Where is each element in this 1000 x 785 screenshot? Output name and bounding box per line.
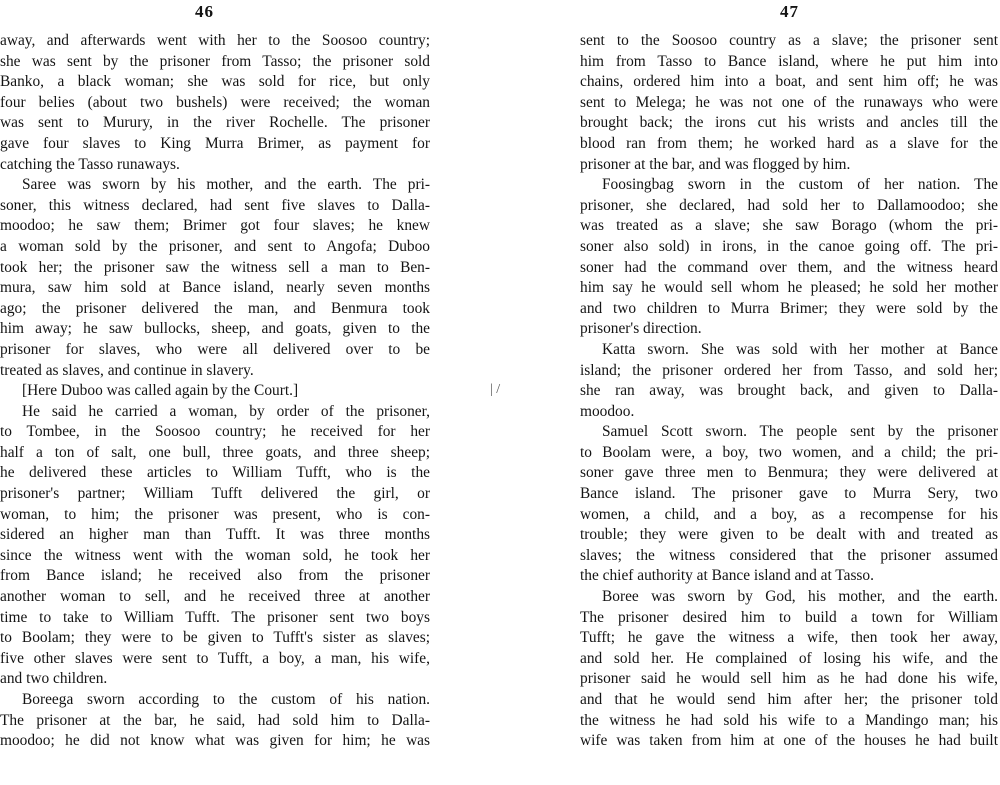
text-line: women, a child, and a boy, as a recompense for his (580, 505, 998, 523)
page-number-right: 47 (780, 2, 799, 21)
gutter-mark: | / (490, 382, 501, 397)
text-line: Saree was sworn by his mother, and the earth. The pri- (22, 176, 430, 194)
text-line: wife was taken from him at one of the houses he had built (580, 732, 998, 750)
text-line: moodoo; he did not know what was given for him; he was (0, 732, 430, 750)
text-line: the chief authority at Bance island and at Tasso. (580, 567, 874, 585)
text-line: blood ran from them; he worked hard as a slave for the (580, 134, 998, 152)
text-line: prisoner for slaves, who were all delivered over to be (0, 340, 430, 358)
text-line: she was sent by the prisoner from Tasso; the prisoner sold (0, 52, 430, 70)
text-line: He said he carried a woman, by order of the prisoner, (22, 402, 430, 420)
text-line: Katta sworn. She was sold with her mother at Bance (602, 340, 998, 358)
text-line: him say he would sell whom he pleased; he sold her mother (580, 279, 998, 297)
text-line: Foosingbag sworn in the custom of her nation. The (602, 176, 998, 194)
text-line: brought back; the irons cut his wrists and ancles till the (580, 114, 998, 132)
text-line: trouble; they were given to be dealt with and treated as (580, 526, 998, 544)
text-line: took her; the prisoner saw the witness sell a man to Ben- (0, 258, 430, 276)
text-line: prisoner at the bar, and was flogged by him. (580, 155, 851, 173)
text-line: to Boolam were, a boy, two women, and a child; the pri- (580, 443, 998, 461)
text-line: soner gave three men to Benmura; they were delivered at (580, 464, 998, 482)
text-line: Boreega sworn according to the custom of his nation. (22, 691, 430, 708)
text-line: Tufft; he gave the witness a wife, then took her away, (580, 629, 998, 647)
text-line: prisoner, she declared, had sold her to Dallamoodoo; she (580, 196, 998, 214)
text-line: woman, to him; the prisoner was present, who is con- (0, 505, 430, 523)
text-line: five other slaves were sent to Tufft, a boy, a man, his wife, (0, 649, 430, 667)
text-line: moodoo. (580, 402, 635, 420)
left-page (0, 0, 430, 785)
text-line: Bance island. The prisoner gave to Murra Sery, two (580, 485, 998, 503)
text-line: him away; he saw bullocks, sheep, and goats, given to the (0, 320, 430, 338)
text-line: the witness he had sold his wife to a Mandingo man; his (580, 711, 998, 729)
right-page (580, 0, 998, 785)
text-line: and two children. (0, 670, 108, 688)
text-line: time to take to William Tufft. The prisoner sent two boys (0, 608, 430, 626)
text-line: [Here Duboo was called again by the Court.] (22, 382, 299, 400)
text-line: gave four slaves to King Murra Brimer, as payment for (0, 134, 430, 152)
text-line: to Boolam; they were to be given to Tufft's sister as slaves; (0, 629, 430, 647)
text-line: she ran away, was brought back, and given to Dalla- (580, 382, 998, 400)
text-line: away, and afterwards went with her to the Soosoo country; (0, 32, 430, 49)
text-line: was sent to Murury, in the river Rochelle. The prisoner (0, 114, 430, 132)
text-line: half a ton of salt, one bull, three goats, and three sheep; (0, 443, 430, 461)
text-line: since the witness went with the woman sold, he took her (0, 546, 430, 564)
text-line: from Bance island; he received also from the prisoner (0, 567, 430, 585)
right-page-text (580, 31, 998, 752)
text-line: him from Tasso to Bance island, where he put him into (580, 52, 998, 70)
text-line: island; the prisoner ordered her from Tasso, and sold her; (580, 361, 998, 379)
text-line: was treated as a slave; she saw Borago (whom the pri- (580, 217, 998, 235)
text-line: mura, saw him sold at Bance island, nearly seven months (0, 279, 430, 297)
text-line: treated as slaves, and continue in slavery. (0, 361, 254, 379)
page-number-left: 46 (195, 2, 214, 21)
text-line: prisoner's direction. (580, 320, 702, 338)
text-line: soner also sold) in irons, in the canoe going off. The pri- (580, 237, 998, 255)
text-line: soner, this witness declared, had sent five slaves to Dalla- (0, 196, 430, 214)
text-line: The prisoner desired him to build a town for William (580, 608, 998, 626)
text-line: Samuel Scott sworn. The people sent by the prisoner (602, 423, 998, 441)
text-line: chains, ordered him into a boat, and sent him off; he was (580, 73, 998, 91)
text-line: he delivered these articles to William Tufft, who is the (0, 464, 430, 482)
text-line: a woman sold by the prisoner, and sent to Angofa; Duboo (0, 237, 430, 255)
text-line: sent to the Soosoo country as a slave; the prisoner sent (580, 32, 998, 49)
text-line: sidered an higher man than Tufft. It was three months (0, 526, 430, 544)
left-page-text (0, 31, 430, 752)
text-line: another woman to sell, and he received three at another (0, 588, 430, 606)
text-line: slaves; the witness considered that the prisoner assumed (580, 546, 998, 564)
text-line: catching the Tasso runaways. (0, 155, 180, 173)
text-line: The prisoner at the bar, he said, had sold him to Dalla- (0, 711, 430, 729)
text-line: moodoo; he saw them; Brimer got four slaves; he knew (0, 217, 430, 235)
text-line: and two children to Murra Brimer; they were sold by the (580, 299, 998, 317)
text-line: sent to Melega; he was not one of the runaways who were (580, 93, 998, 111)
text-line: and sold her. He complained of losing his wife, and the (580, 649, 998, 667)
text-line: four belies (about two bushels) were received; the woman (0, 93, 430, 111)
text-line: Banko, a black woman; she was sold for rice, but only (0, 73, 430, 91)
text-line: ago; the prisoner delivered the man, and Benmura took (0, 299, 430, 317)
text-line: and that he would send him after her; the prisoner told (580, 691, 998, 708)
text-line: Boree was sworn by God, his mother, and the earth. (602, 588, 998, 606)
text-line: soner had the command over them, and the witness heard (580, 258, 998, 276)
text-line: prisoner said he would sell him as he had done his wife, (580, 670, 998, 688)
text-line: prisoner's partner; William Tufft delivered the girl, or (0, 485, 430, 503)
text-line: to Tombee, in the Soosoo country; he received for her (0, 423, 430, 441)
